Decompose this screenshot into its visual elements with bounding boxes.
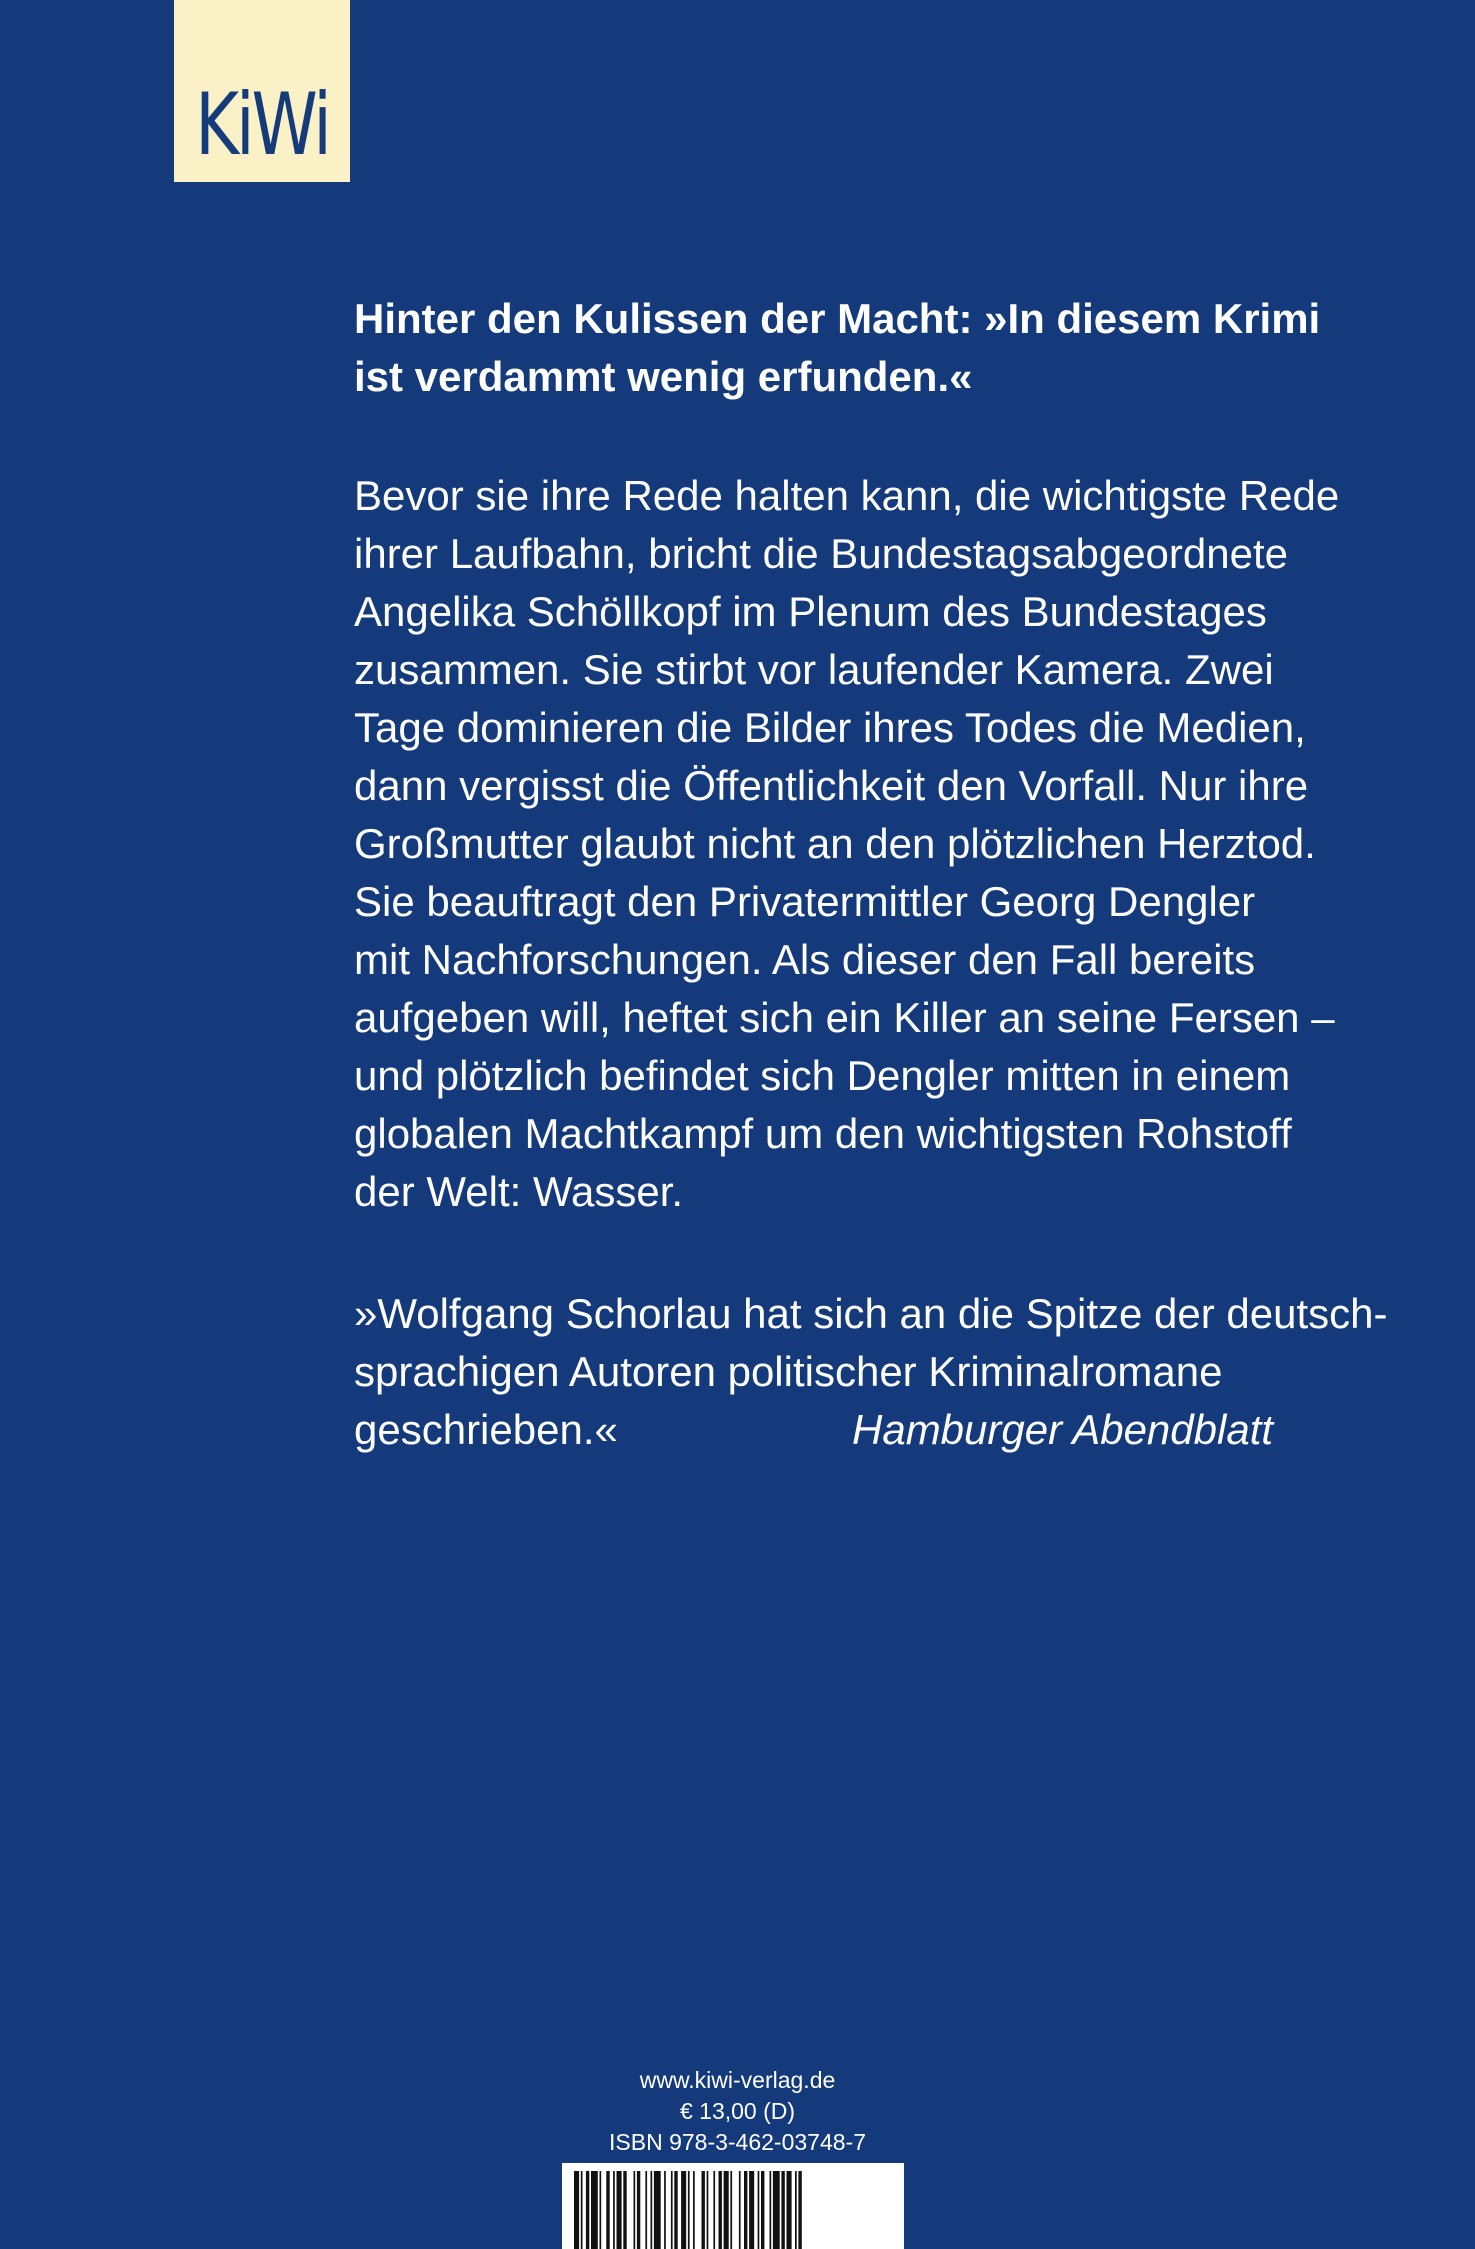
press-quote-source: Hamburger Abendblatt	[852, 1406, 1274, 1453]
barcode-bar	[671, 2171, 673, 2249]
price: € 13,00 (D)	[679, 2098, 796, 2124]
barcode-bar	[798, 2171, 801, 2249]
barcode	[562, 2163, 904, 2249]
description-line: Sie beauftragt den Privatermittler Georg Dengler	[354, 878, 1256, 925]
barcode-bar	[719, 2171, 722, 2249]
barcode-bar	[795, 2171, 797, 2249]
description	[354, 467, 1384, 1221]
description-line: Bevor sie ihre Rede halten kann, die wichtigste Rede	[354, 472, 1340, 519]
barcode-bar	[702, 2171, 705, 2249]
barcode-bar	[713, 2171, 715, 2249]
barcode-bar	[623, 2171, 626, 2249]
barcode-bar	[606, 2171, 609, 2249]
headline-line: Hinter den Kulissen der Macht: »In diesem Krimi	[354, 295, 1321, 342]
press-quote-line: geschrieben.«	[354, 1406, 618, 1453]
description-line: Großmutter glaubt nicht an den plötzlichen Herztod.	[354, 820, 1316, 867]
press-quote-line: »Wolfgang Schorlau hat sich an die Spitze der deutsch-	[354, 1290, 1388, 1337]
barcode-bar	[773, 2171, 780, 2249]
barcode-bar	[770, 2171, 772, 2249]
barcode-bar	[749, 2171, 754, 2249]
barcode-bar	[707, 2171, 709, 2249]
barcode-bar	[761, 2171, 764, 2249]
barcode-bar	[674, 2171, 677, 2249]
description-line: Tage dominieren die Bilder ihres Todes die Medien,	[354, 704, 1306, 751]
barcode-bar	[744, 2171, 747, 2249]
barcode-bar	[681, 2171, 686, 2249]
barcode-bar	[613, 2171, 615, 2249]
description-line: mit Nachforschungen. Als dieser den Fall bereits	[354, 936, 1256, 983]
barcode-bar	[758, 2171, 760, 2249]
barcode-bar	[664, 2171, 666, 2249]
barcode-bar	[617, 2171, 622, 2249]
barcode-bar	[600, 2171, 602, 2249]
barcode-bar	[637, 2171, 640, 2249]
description-line: dann vergisst die Öffentlichkeit den Vorfall. Nur ihre	[354, 762, 1309, 809]
publisher-info	[0, 2065, 1475, 2158]
barcode-bar	[651, 2171, 653, 2249]
barcode-bars	[562, 2163, 904, 2249]
description-line: ihrer Laufbahn, bricht die Bundestagsabgeordnete	[354, 530, 1289, 577]
barcode-bar	[781, 2171, 784, 2249]
barcode-bar	[787, 2171, 792, 2249]
isbn: ISBN 978-3-462-03748-7	[609, 2129, 866, 2155]
barcode-bar	[645, 2171, 647, 2249]
barcode-bar	[739, 2171, 741, 2249]
description-line: aufgeben will, heftet sich ein Killer an seine Fersen –	[354, 994, 1335, 1041]
description-line: und plötzlich befindet sich Dengler mitten in einem	[354, 1052, 1291, 1099]
barcode-bar	[688, 2171, 690, 2249]
barcode-bar	[586, 2171, 589, 2249]
barcode-bar	[724, 2171, 729, 2249]
description-line: Angelika Schöllkopf im Plenum des Bundestages	[354, 588, 1267, 635]
barcode-bar	[574, 2171, 579, 2249]
barcode-bar	[730, 2171, 732, 2249]
barcode-bar	[654, 2171, 661, 2249]
barcode-bar	[634, 2171, 636, 2249]
publisher-website: www.kiwi-verlag.de	[639, 2067, 836, 2093]
headline-line: ist verdammt wenig erfunden.«	[354, 353, 973, 400]
barcode-bar	[693, 2171, 695, 2249]
barcode-bar	[591, 2171, 598, 2249]
kiwi-logo	[174, 0, 350, 182]
description-line: der Welt: Wasser.	[354, 1168, 684, 1215]
barcode-bar	[581, 2171, 583, 2249]
logo-text: KiWi	[195, 75, 329, 175]
description-line: zusammen. Sie stirbt vor laufender Kamera. Zwei	[354, 646, 1274, 693]
press-quote-line: sprachigen Autoren politischer Kriminalromane	[354, 1348, 1223, 1395]
headline	[354, 290, 1384, 406]
description-line: globalen Machtkampf um den wichtigsten Rohstoff	[354, 1110, 1292, 1157]
